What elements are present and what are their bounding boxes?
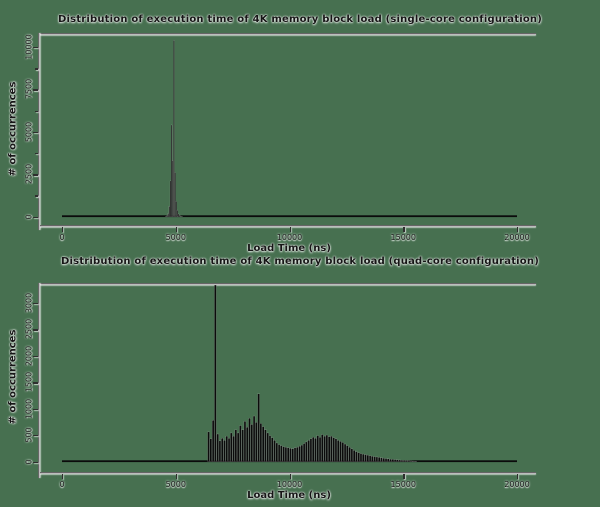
plot1-x-axis-title: Load Time (ns) [247, 243, 331, 254]
plot2-histogram-bar [385, 459, 387, 462]
plot2-y-tick [33, 435, 38, 436]
plot2-y-tick [33, 356, 38, 357]
plot2-histogram-bar [390, 459, 392, 461]
plot2-x-tick [290, 474, 291, 479]
plot2-histogram-bar [301, 445, 303, 461]
plot2-histogram-bar [264, 430, 266, 462]
plot2-histogram-bar [381, 458, 383, 462]
plot2-histogram-bar [344, 444, 346, 461]
plot1-histogram-bar [168, 213, 169, 216]
plot2-histogram-bar [321, 435, 323, 462]
plot2-histogram-bar [249, 418, 251, 461]
plot2-histogram-bar [337, 440, 339, 461]
plot1-y-tick-label: 5000 [24, 121, 34, 142]
plot2-y-tick-label: 0 [24, 458, 34, 465]
plot2-histogram-bar [237, 433, 239, 462]
plot2-histogram-bar [369, 456, 371, 462]
plot2-histogram-bar [294, 448, 296, 462]
plot2-histogram-bar [276, 443, 278, 461]
plot2-y-tick-label: 2000 [24, 345, 34, 367]
plot2-histogram-bar [324, 436, 326, 461]
plot1-histogram-svg [40, 33, 536, 225]
plot1-x-tick-label: 15000 [390, 233, 416, 242]
plot1-y-minor-tick [35, 111, 38, 112]
plot1-y-minor-tick [35, 195, 38, 196]
plot2-histogram-bar [355, 452, 357, 462]
plot2-histogram-bar [262, 427, 264, 462]
plot2-histogram-bar [330, 436, 332, 461]
plot2-histogram-bar [210, 439, 212, 462]
plot1-x-axis-line [40, 225, 536, 227]
plot2-y-tick [33, 462, 38, 463]
plot2-histogram-bar [396, 460, 398, 462]
plot2-histogram-bar [251, 425, 253, 462]
plot2-histogram-bar [328, 437, 330, 462]
plot2-histogram-bar [310, 439, 312, 462]
plot2-x-tick [403, 474, 404, 479]
plot1-histogram-bar [178, 214, 179, 217]
plot2-histogram-bar [312, 437, 314, 461]
plot2-x-tick-label: 15000 [390, 480, 416, 489]
plot2-y-tick [33, 409, 38, 410]
plot2-x-tick-label: 10000 [276, 480, 303, 489]
plot2-histogram-bar [287, 448, 289, 462]
plot2-x-tick-label: 5000 [165, 480, 186, 489]
plot2-histogram-bar [333, 438, 335, 462]
plot2-histogram-bar [351, 449, 353, 462]
plot2-histogram-bar [255, 422, 257, 461]
plot2-histogram-bar [292, 449, 294, 462]
plot1-y-minor-tick [35, 68, 38, 69]
plot2-histogram-bar [376, 457, 378, 461]
plot2-histogram-bar [360, 454, 362, 462]
plot1-x-tick [517, 227, 518, 232]
plot2-y-tick-label: 2500 [24, 319, 34, 340]
plot1-histogram-bar [176, 201, 177, 216]
plot2-histogram-bar [233, 436, 235, 461]
plot2-y-tick-label: 1000 [24, 398, 34, 419]
plot2-histogram-bar [335, 439, 337, 462]
plot2-histogram-bar [290, 448, 292, 461]
plot2-y-tick-label: 1500 [24, 372, 34, 393]
plot2-x-axis-line [40, 472, 536, 474]
plot1-y-tick [33, 132, 38, 133]
plot1-histogram-bar [179, 215, 180, 216]
plot2-histogram-bar [353, 450, 355, 461]
plot1-x-tick [176, 227, 177, 232]
plot1-y-tick-label: 0 [24, 213, 34, 220]
plot2-histogram-bar [326, 435, 328, 461]
plot1-histogram-bar [175, 172, 176, 216]
plot2-histogram-bar [399, 460, 401, 461]
plot2-histogram-bar [226, 436, 228, 461]
plot2-histogram-bar [308, 440, 310, 461]
plot1-zero-baseline [62, 215, 517, 217]
plot2-histogram-bar [401, 460, 403, 461]
plot2-histogram-bar [283, 447, 285, 462]
plot2-histogram-bar [219, 441, 221, 462]
plot2-histogram-bar [224, 440, 226, 461]
plot1-histogram-bar [172, 161, 173, 217]
plot1-histogram-bar [169, 206, 170, 216]
plot2-y-tick-label: 3000 [24, 292, 34, 314]
plot1-x-tick-label: 20000 [504, 233, 530, 242]
plot2-y-axis-title: # of occurrences [7, 329, 19, 425]
plot2-histogram-bar [403, 460, 405, 461]
plot2-histogram-bar [374, 457, 376, 462]
plot1-x-tick-label: 10000 [276, 233, 303, 242]
plot2-histogram-bar [387, 459, 389, 462]
plot2-histogram-bar [383, 458, 385, 461]
plot2-histogram-bar [274, 440, 276, 461]
plot2-x-tick [62, 474, 63, 479]
plot2-y-tick-label: 500 [24, 427, 34, 443]
plot2-histogram-bar [246, 427, 248, 461]
plot2-histogram-bar [299, 446, 301, 461]
plot2-histogram-svg [40, 283, 536, 472]
plot2-histogram-bar [342, 442, 344, 461]
plot1-y-minor-tick [35, 153, 38, 154]
plot1-y-tick [33, 217, 38, 218]
plot2-histogram-bar [317, 436, 319, 462]
plot2-histogram-bar [410, 461, 412, 462]
plot1-histogram-bar [177, 210, 178, 216]
plot2-histogram-bar [371, 456, 373, 461]
plot2-histogram-bar [242, 430, 244, 462]
plot1-title: Distribution of execution time of 4K memory block load (single-core configuration) [57, 14, 543, 25]
plot2-histogram-bar [271, 438, 273, 462]
plot2-histogram-bar [315, 438, 317, 461]
plot2-histogram-bar [280, 446, 282, 462]
plot2-histogram-bar [362, 454, 364, 461]
plot1-x-tick [290, 227, 291, 232]
plot1-histogram-bar [171, 125, 172, 217]
plot1-x-tick [62, 227, 63, 232]
plot2-histogram-bar [349, 447, 351, 461]
plot2-x-axis-title: Load Time (ns) [247, 490, 331, 501]
plot1-y-tick-label: 10000 [24, 34, 34, 60]
plot2-histogram-bar [346, 446, 348, 462]
plot2-histogram-bar [253, 416, 255, 461]
plot2-x-tick [176, 474, 177, 479]
plot1-y-tick [33, 89, 38, 90]
plot2-histogram-bar [285, 447, 287, 461]
plot1-y-tick [33, 47, 38, 48]
plot1-histogram-bar [170, 181, 171, 217]
plot2-histogram-bar [378, 457, 380, 461]
plot2-histogram-bar [408, 461, 410, 462]
plot2-histogram-bar [394, 460, 396, 462]
plot2-histogram-bar [278, 445, 280, 462]
plot2-histogram-bar [406, 461, 408, 462]
plot1-histogram-bar [173, 40, 174, 216]
plot2-histogram-bar [208, 432, 210, 462]
plot2-histogram-bar [367, 455, 369, 461]
plot1-x-tick [403, 227, 404, 232]
plot2-histogram-bar [217, 434, 219, 461]
plot2-histogram-bar [267, 433, 269, 462]
plot2-histogram-bar [319, 437, 321, 461]
plot2-histogram-bar [221, 438, 223, 461]
plot2-y-tick [33, 329, 38, 330]
plot1-y-axis-title: # of occurrences [7, 81, 19, 177]
plot2-x-tick [517, 474, 518, 479]
plot2-x-tick-label: 0 [59, 480, 65, 489]
plot2-histogram-bar [239, 426, 241, 462]
plot2-histogram-bar [340, 441, 342, 461]
plot2-title: Distribution of execution time of 4K memory block load (quad-core configuration) [61, 256, 539, 267]
plot2-y-tick [33, 303, 38, 304]
plot2-histogram-bar [392, 459, 394, 461]
plot2-y-tick [33, 382, 38, 383]
plot2-histogram-bar [269, 436, 271, 462]
plot2-histogram-bar [305, 442, 307, 462]
plot2-histogram-bar [214, 285, 216, 461]
plot2-histogram-bar [296, 447, 298, 461]
plot2-histogram-bar [230, 433, 232, 462]
plot2-histogram-bar [260, 423, 262, 461]
plot2-histogram-bar [244, 421, 246, 461]
plot2-histogram-bar [235, 430, 237, 462]
plot1-x-tick-label: 0 [59, 233, 65, 242]
plot2-histogram-bar [365, 455, 367, 462]
plot2-histogram-bar [303, 444, 305, 462]
plot1-y-tick-label: 7500 [24, 79, 34, 100]
plot1-y-tick [33, 174, 38, 175]
plot2-histogram-bar [358, 453, 360, 462]
plot1-x-tick-label: 5000 [165, 233, 186, 242]
plot2-x-tick-label: 20000 [504, 480, 530, 489]
plot2-histogram-bar [212, 420, 214, 461]
plot2-histogram-bar [228, 438, 230, 461]
plot1-y-tick-label: 2500 [24, 163, 34, 185]
plot1-histogram-bar [167, 215, 168, 216]
plot2-histogram-bar [258, 394, 260, 462]
